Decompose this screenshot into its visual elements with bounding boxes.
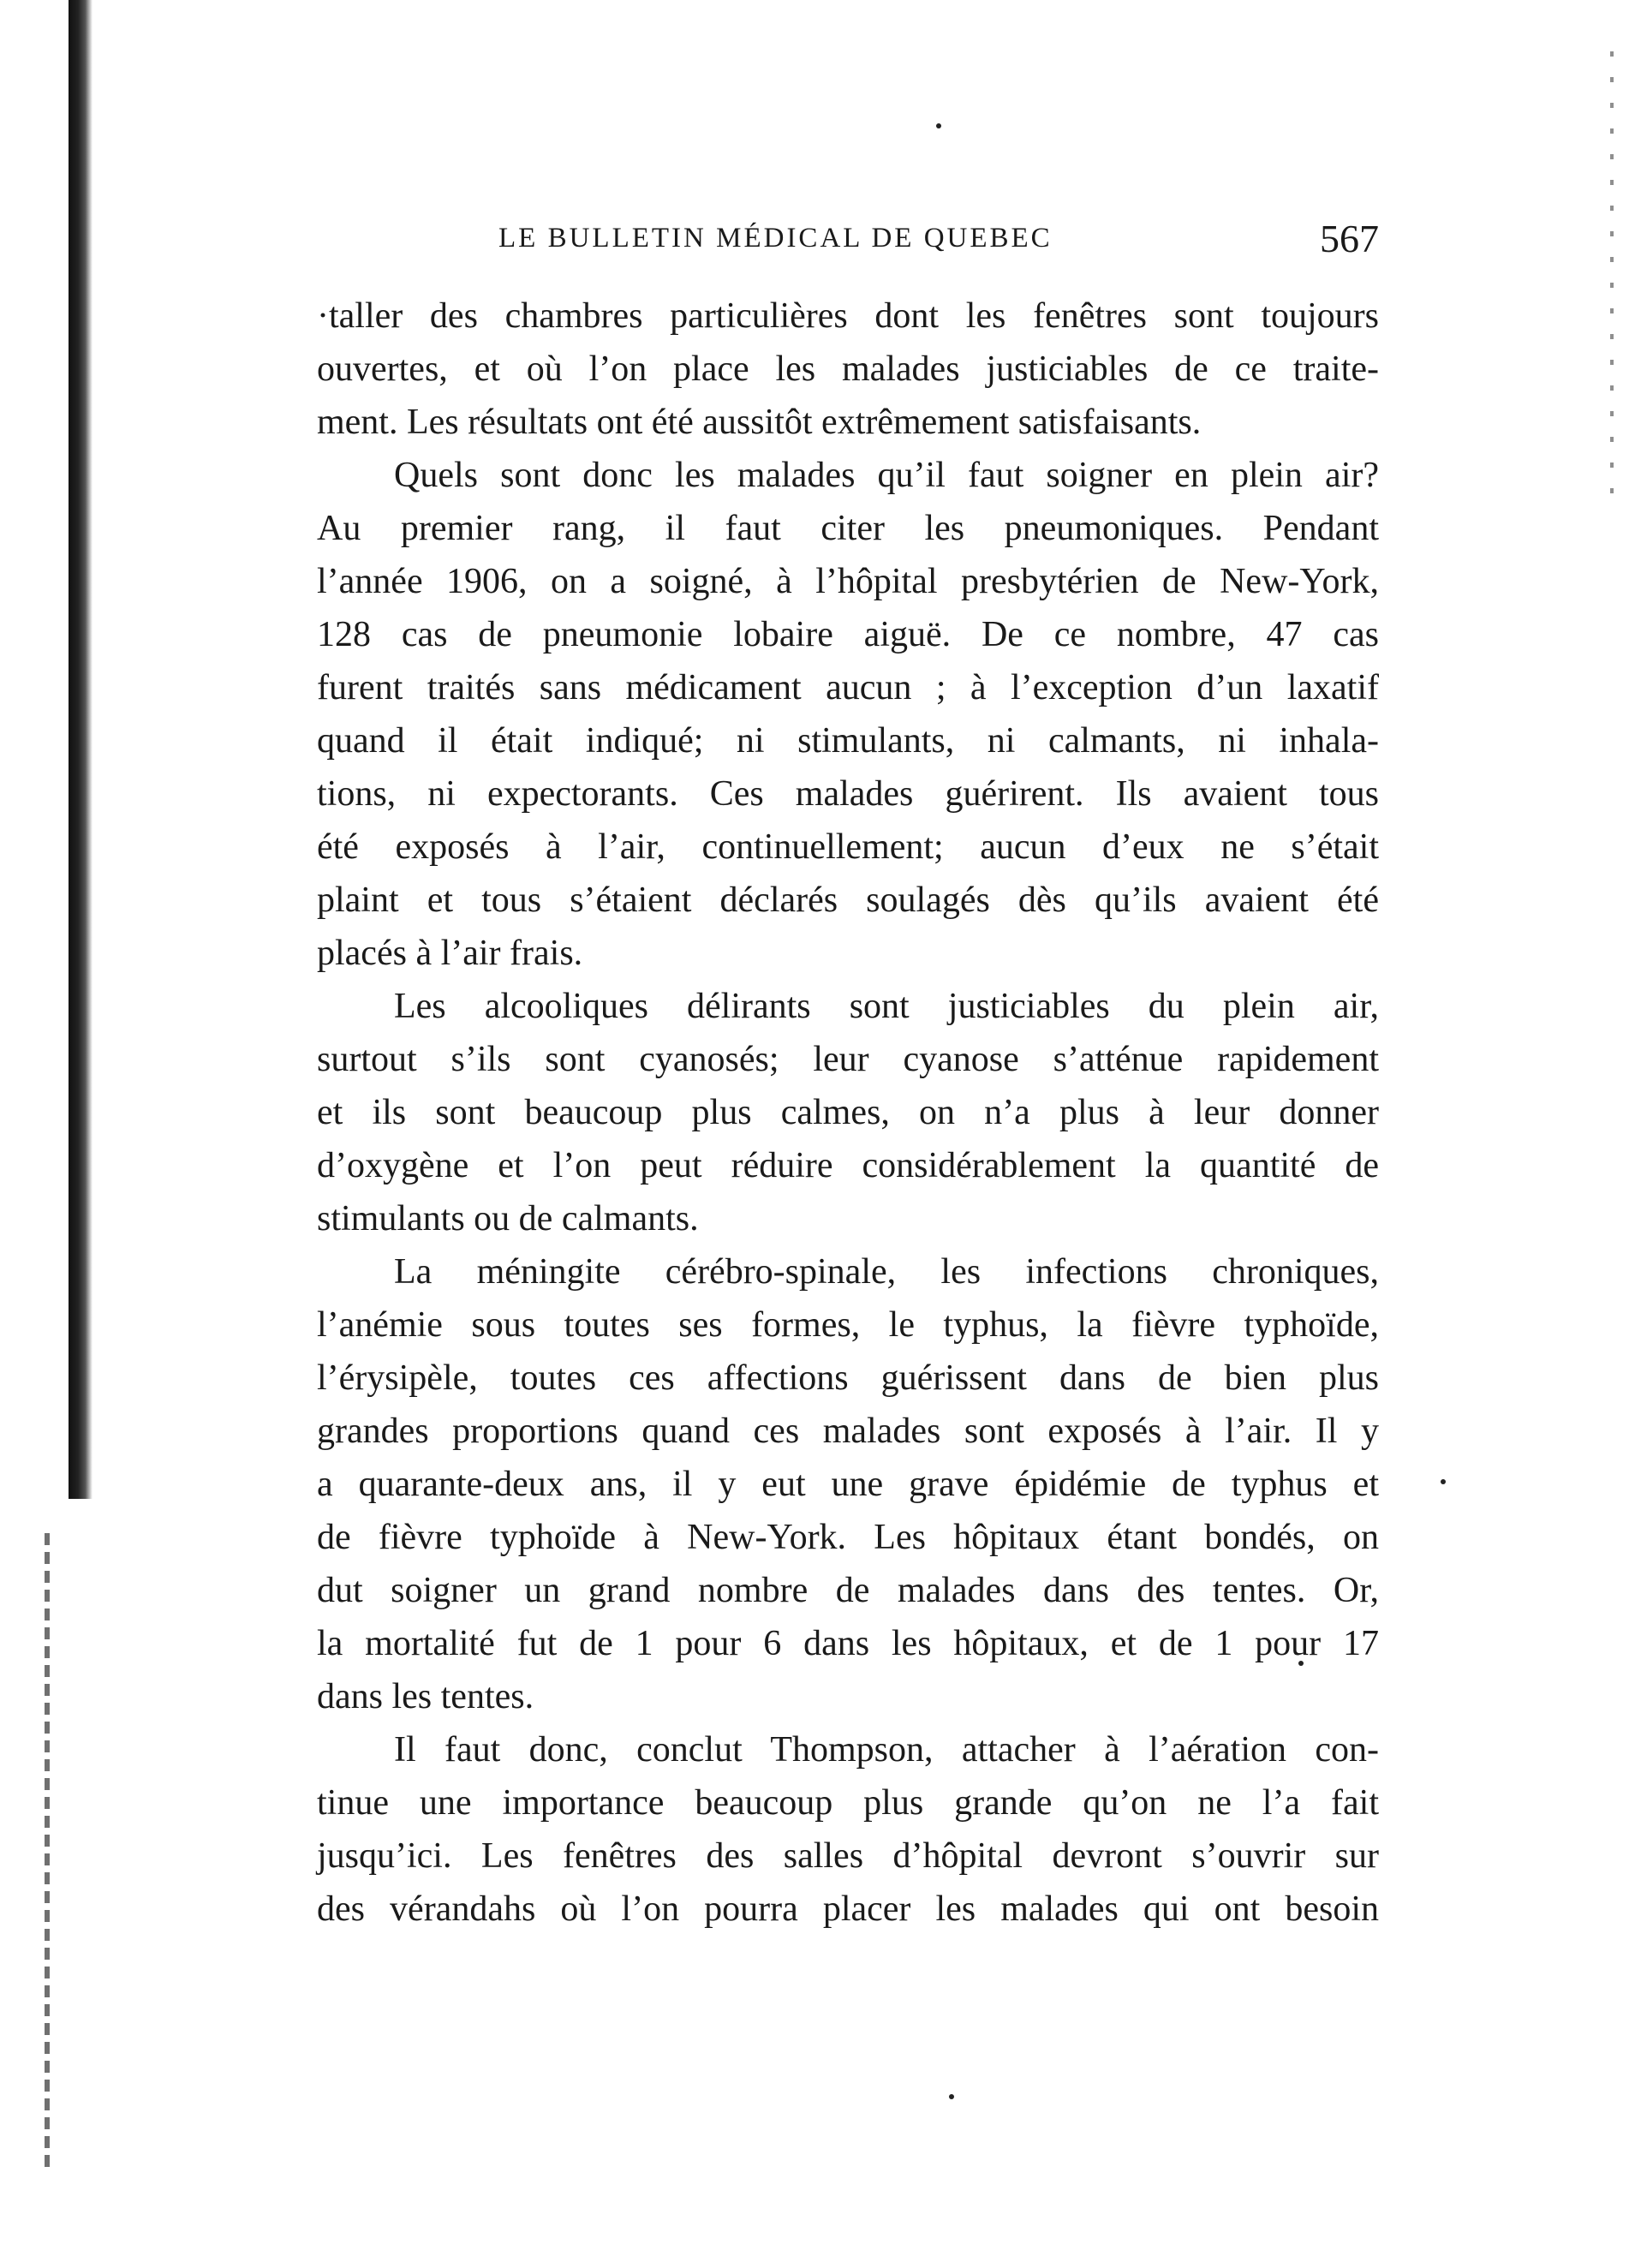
text-line: placés à l’air frais. — [317, 934, 583, 973]
text-line: dans les tentes. — [317, 1677, 534, 1716]
running-header — [317, 216, 1379, 267]
text-line: La méningite cérébro-spinale, les infections chroniques, — [394, 1252, 1379, 1292]
text-line: de fièvre typhoïde à New-York. Les hôpitaux étant bondés, on — [317, 1518, 1379, 1557]
text-line: la mortalité fut de 1 pour 6 dans les hôpitaux, et de 1 pour 17 — [317, 1624, 1379, 1663]
text-line: a quarante-deux ans, il y eut une grave épidémie de typhus et — [317, 1465, 1379, 1504]
text-line: quand il était indiqué; ni stimulants, ni calmants, ni inhala- — [317, 721, 1379, 761]
text-line: surtout s’ils sont cyanosés; leur cyanose s’atténue rapidement — [317, 1040, 1379, 1079]
text-line: l’année 1906, on a soigné, à l’hôpital presbytérien de New-York, — [317, 562, 1379, 601]
scan-left-edge-shadow — [69, 0, 92, 1499]
scan-speck — [1441, 1479, 1446, 1484]
text-line: Au premier rang, il faut citer les pneumoniques. Pendant — [317, 509, 1379, 548]
scan-left-edge-marks — [45, 1533, 50, 2167]
text-line: l’anémie sous toutes ses formes, le typhus, la fièvre typhoïde, — [317, 1305, 1379, 1345]
body-text — [317, 289, 1379, 2071]
text-line: furent traités sans médicament aucun ; à l’exception d’un laxatif — [317, 668, 1379, 707]
text-line: ouvertes, et où l’on place les malades justiciables de ce traite- — [317, 349, 1379, 389]
scan-speck — [949, 2094, 954, 2099]
text-line: grandes proportions quand ces malades sont exposés à l’air. Il y — [317, 1412, 1379, 1451]
page-number: 567 — [1320, 217, 1379, 260]
text-line: l’érysipèle, toutes ces affections guérissent dans de bien plus — [317, 1358, 1379, 1398]
scan-speck — [936, 123, 941, 128]
text-line: été exposés à l’air, continuellement; aucun d’eux ne s’était — [317, 827, 1379, 867]
text-line: Les alcooliques délirants sont justiciables du plein air, — [394, 987, 1379, 1026]
text-line: tions, ni expectorants. Ces malades guérirent. Ils avaient tous — [317, 774, 1379, 814]
text-line: et ils sont beaucoup plus calmes, on n’a plus à leur donner — [317, 1093, 1379, 1132]
text-line: 128 cas de pneumonie lobaire aiguë. De ce nombre, 47 cas — [317, 615, 1379, 654]
text-line: ·taller des chambres particulières dont les fenêtres sont toujours — [317, 296, 1379, 336]
text-line: plaint et tous s’étaient déclarés soulagés dès qu’ils avaient été — [317, 880, 1379, 920]
text-line: des vérandahs où l’on pourra placer les malades qui ont besoin — [317, 1889, 1379, 1929]
text-line: tinue une importance beaucoup plus grande qu’on ne l’a fait — [317, 1783, 1379, 1823]
text-line: Quels sont donc les malades qu’il faut soigner en plein air? — [394, 456, 1379, 495]
scan-right-edge-marks — [1610, 51, 1614, 497]
text-line: dut soigner un grand nombre de malades dans des tentes. Or, — [317, 1571, 1379, 1610]
text-line: Il faut donc, conclut Thompson, attacher à l’aération con- — [394, 1730, 1379, 1770]
text-line: stimulants ou de calmants. — [317, 1199, 699, 1238]
text-line: ment. Les résultats ont été aussitôt extrêmement satisfaisants. — [317, 403, 1202, 442]
text-line: d’oxygène et l’on peut réduire considérablement la quantité de — [317, 1146, 1379, 1185]
running-title: LE BULLETIN MÉDICAL DE QUEBEC — [498, 223, 1053, 254]
text-line: jusqu’ici. Les fenêtres des salles d’hôpital devront s’ouvrir sur — [317, 1836, 1379, 1876]
